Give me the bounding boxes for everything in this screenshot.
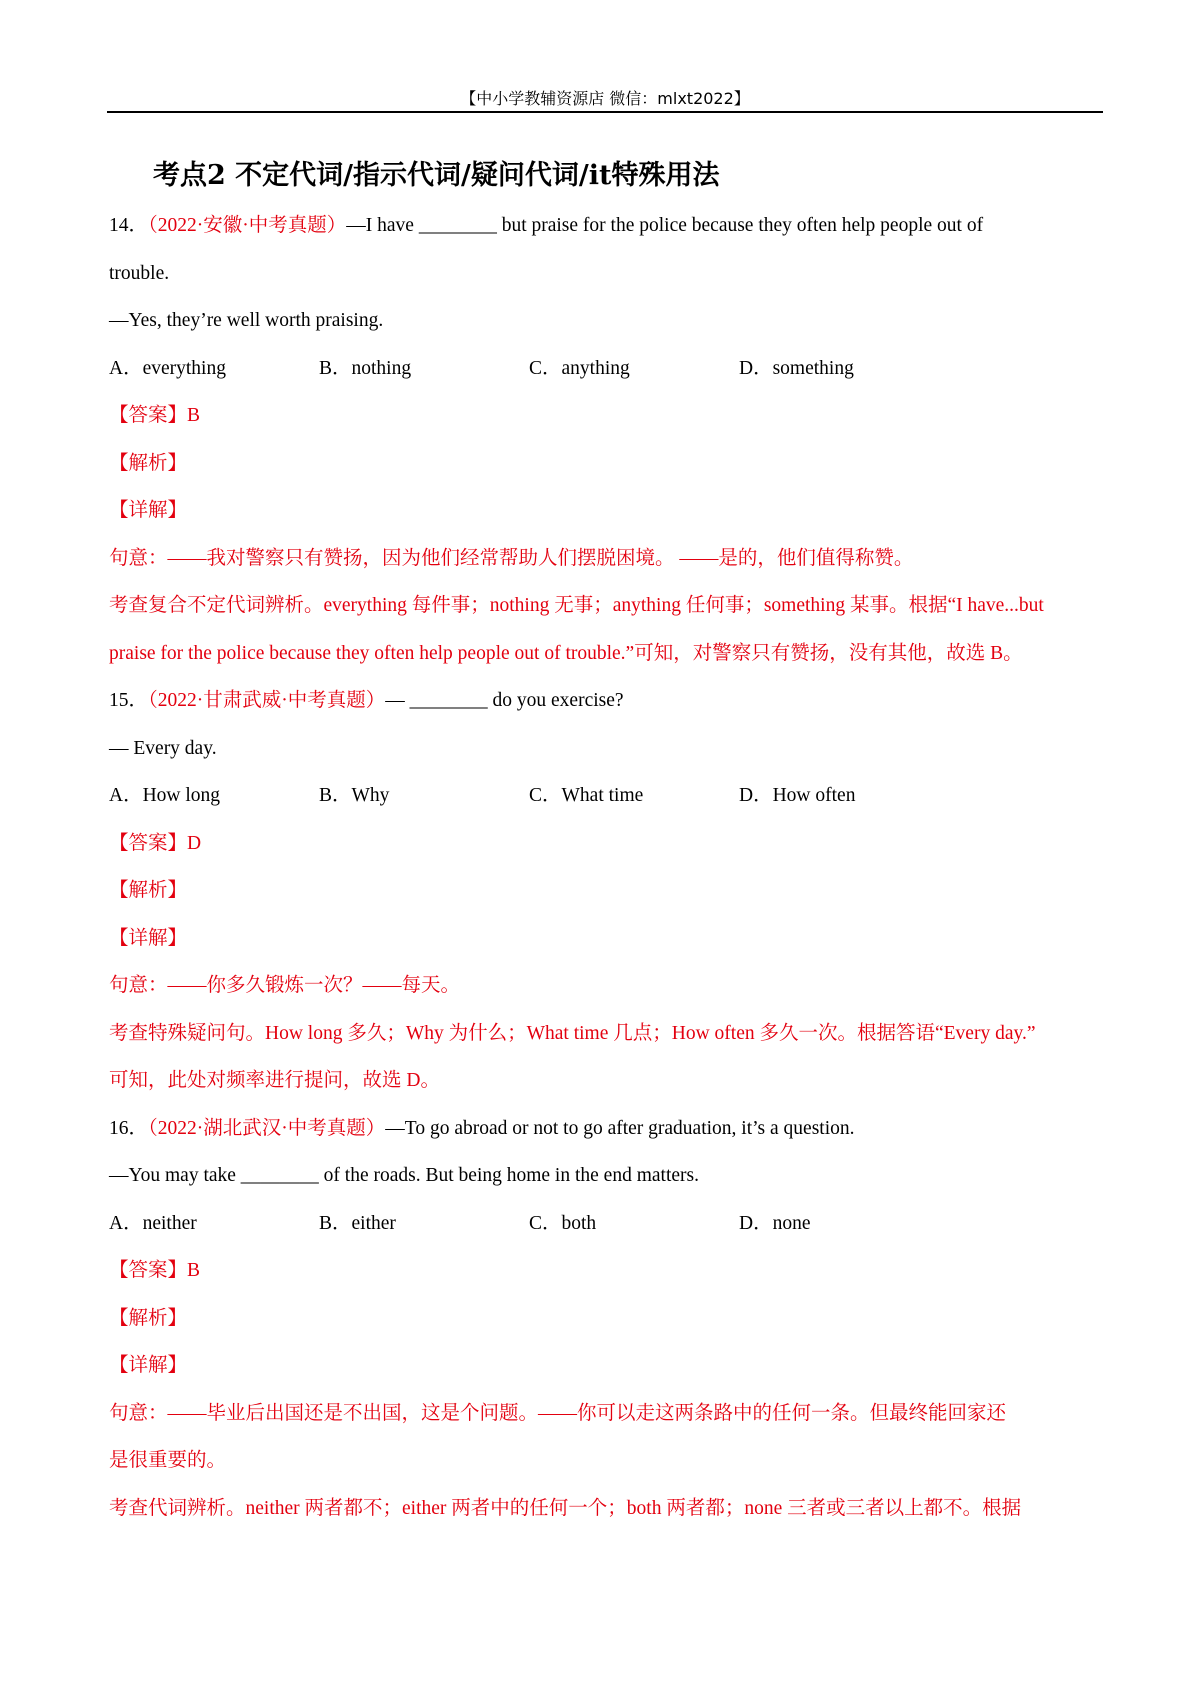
- options-row: [109, 772, 1103, 820]
- question-reply: —Yes, they’re well worth praising.: [109, 310, 384, 331]
- option-c: C．anything: [529, 357, 630, 379]
- option-c: C．both: [529, 1212, 597, 1234]
- question-text: —To go abroad or not to go after graduation, it’s a question.: [385, 1117, 855, 1139]
- option-d: D．none: [739, 1212, 811, 1234]
- explanation-line: 考查代词辨析。neither 两者都不；either 两者中的任何一个；both 两者都；none 三者或三者以上都不。根据: [109, 1497, 1022, 1519]
- option-a: A．neither: [109, 1212, 197, 1234]
- question-text: — ________ do you exercise?: [385, 690, 624, 711]
- option-d: D．something: [739, 357, 854, 379]
- explanation-line: 考查复合不定代词辨析。everything 每件事；nothing 无事；anything 任何事；something 某事。根据“I have...but: [109, 595, 1044, 616]
- explanation-line: 句意：——你多久锻炼一次？——每天。: [109, 975, 461, 996]
- option-b: B．nothing: [319, 357, 412, 379]
- detail-label: 【详解】: [109, 1355, 188, 1376]
- option-b: B．Why: [319, 785, 390, 806]
- analysis-label: 【解析】: [109, 1307, 188, 1329]
- explanation-line: 句意：——毕业后出国还是不出国，这是个问题。——你可以走这两条路中的任何一条。但最终能回家还: [109, 1402, 1007, 1424]
- question-number: 15．: [109, 690, 149, 711]
- question-15: [109, 677, 1103, 1105]
- analysis-label: 【解析】: [109, 880, 188, 901]
- answer-label: 【答案】B: [109, 405, 201, 426]
- option-a: A．How long: [109, 785, 221, 806]
- question-source: （2022·甘肃武威·中考真题）: [148, 690, 386, 711]
- detail-label: 【详解】: [109, 500, 188, 521]
- detail-label: 【详解】: [109, 927, 188, 949]
- header-divider: [107, 111, 1103, 113]
- explanation-line: 句意：——我对警察只有赞扬，因为他们经常帮助人们摆脱困境。 ——是的，他们值得称赞。: [109, 547, 914, 569]
- question-stem: [109, 677, 1103, 725]
- question-text: —I have ________ but praise for the police because they often help people out of: [346, 215, 984, 236]
- question-16: [109, 1105, 1103, 1533]
- option-c: C．What time: [529, 785, 644, 806]
- question-number: 14．: [109, 215, 149, 236]
- page-content: [109, 150, 1103, 1532]
- answer-label: 【答案】D: [109, 832, 202, 854]
- section-title: 考点2 不定代词/指示代词/疑问代词/it特殊用法: [153, 160, 720, 191]
- options-row: [109, 1200, 1103, 1248]
- question-stem: [109, 202, 1103, 250]
- explanation-line: 可知，此处对频率进行提问，故选 D。: [109, 1070, 440, 1091]
- explanation-line: 是很重要的。: [109, 1450, 227, 1471]
- option-d: D．How often: [739, 785, 856, 806]
- question-stem: [109, 1105, 1103, 1153]
- answer-label: 【答案】B: [109, 1260, 201, 1281]
- question-source: （2022·安徽·中考真题）: [148, 215, 347, 236]
- options-row: [109, 345, 1103, 393]
- question-text-continued: trouble.: [109, 262, 170, 284]
- explanation-line: 考查特殊疑问句。How long 多久；Why 为什么；What time 几点；How often 多久一次。根据答语“Every day.”: [109, 1022, 1036, 1044]
- question-14: [109, 202, 1103, 677]
- question-reply: — Every day.: [109, 737, 217, 759]
- option-b: B．either: [319, 1212, 396, 1234]
- page-header: 【中小学教辅资源店 微信：mlxt2022】: [460, 89, 750, 108]
- explanation-line: praise for the police because they often help people out of trouble.”可知，对警察只有赞扬，没有其他，故选 B。: [109, 642, 1023, 664]
- question-number: 16．: [109, 1117, 149, 1139]
- question-reply: —You may take ________ of the roads. But being home in the end matters.: [109, 1165, 699, 1186]
- analysis-label: 【解析】: [109, 452, 188, 474]
- question-source: （2022·湖北武汉·中考真题）: [148, 1117, 386, 1139]
- option-a: A．everything: [109, 357, 226, 379]
